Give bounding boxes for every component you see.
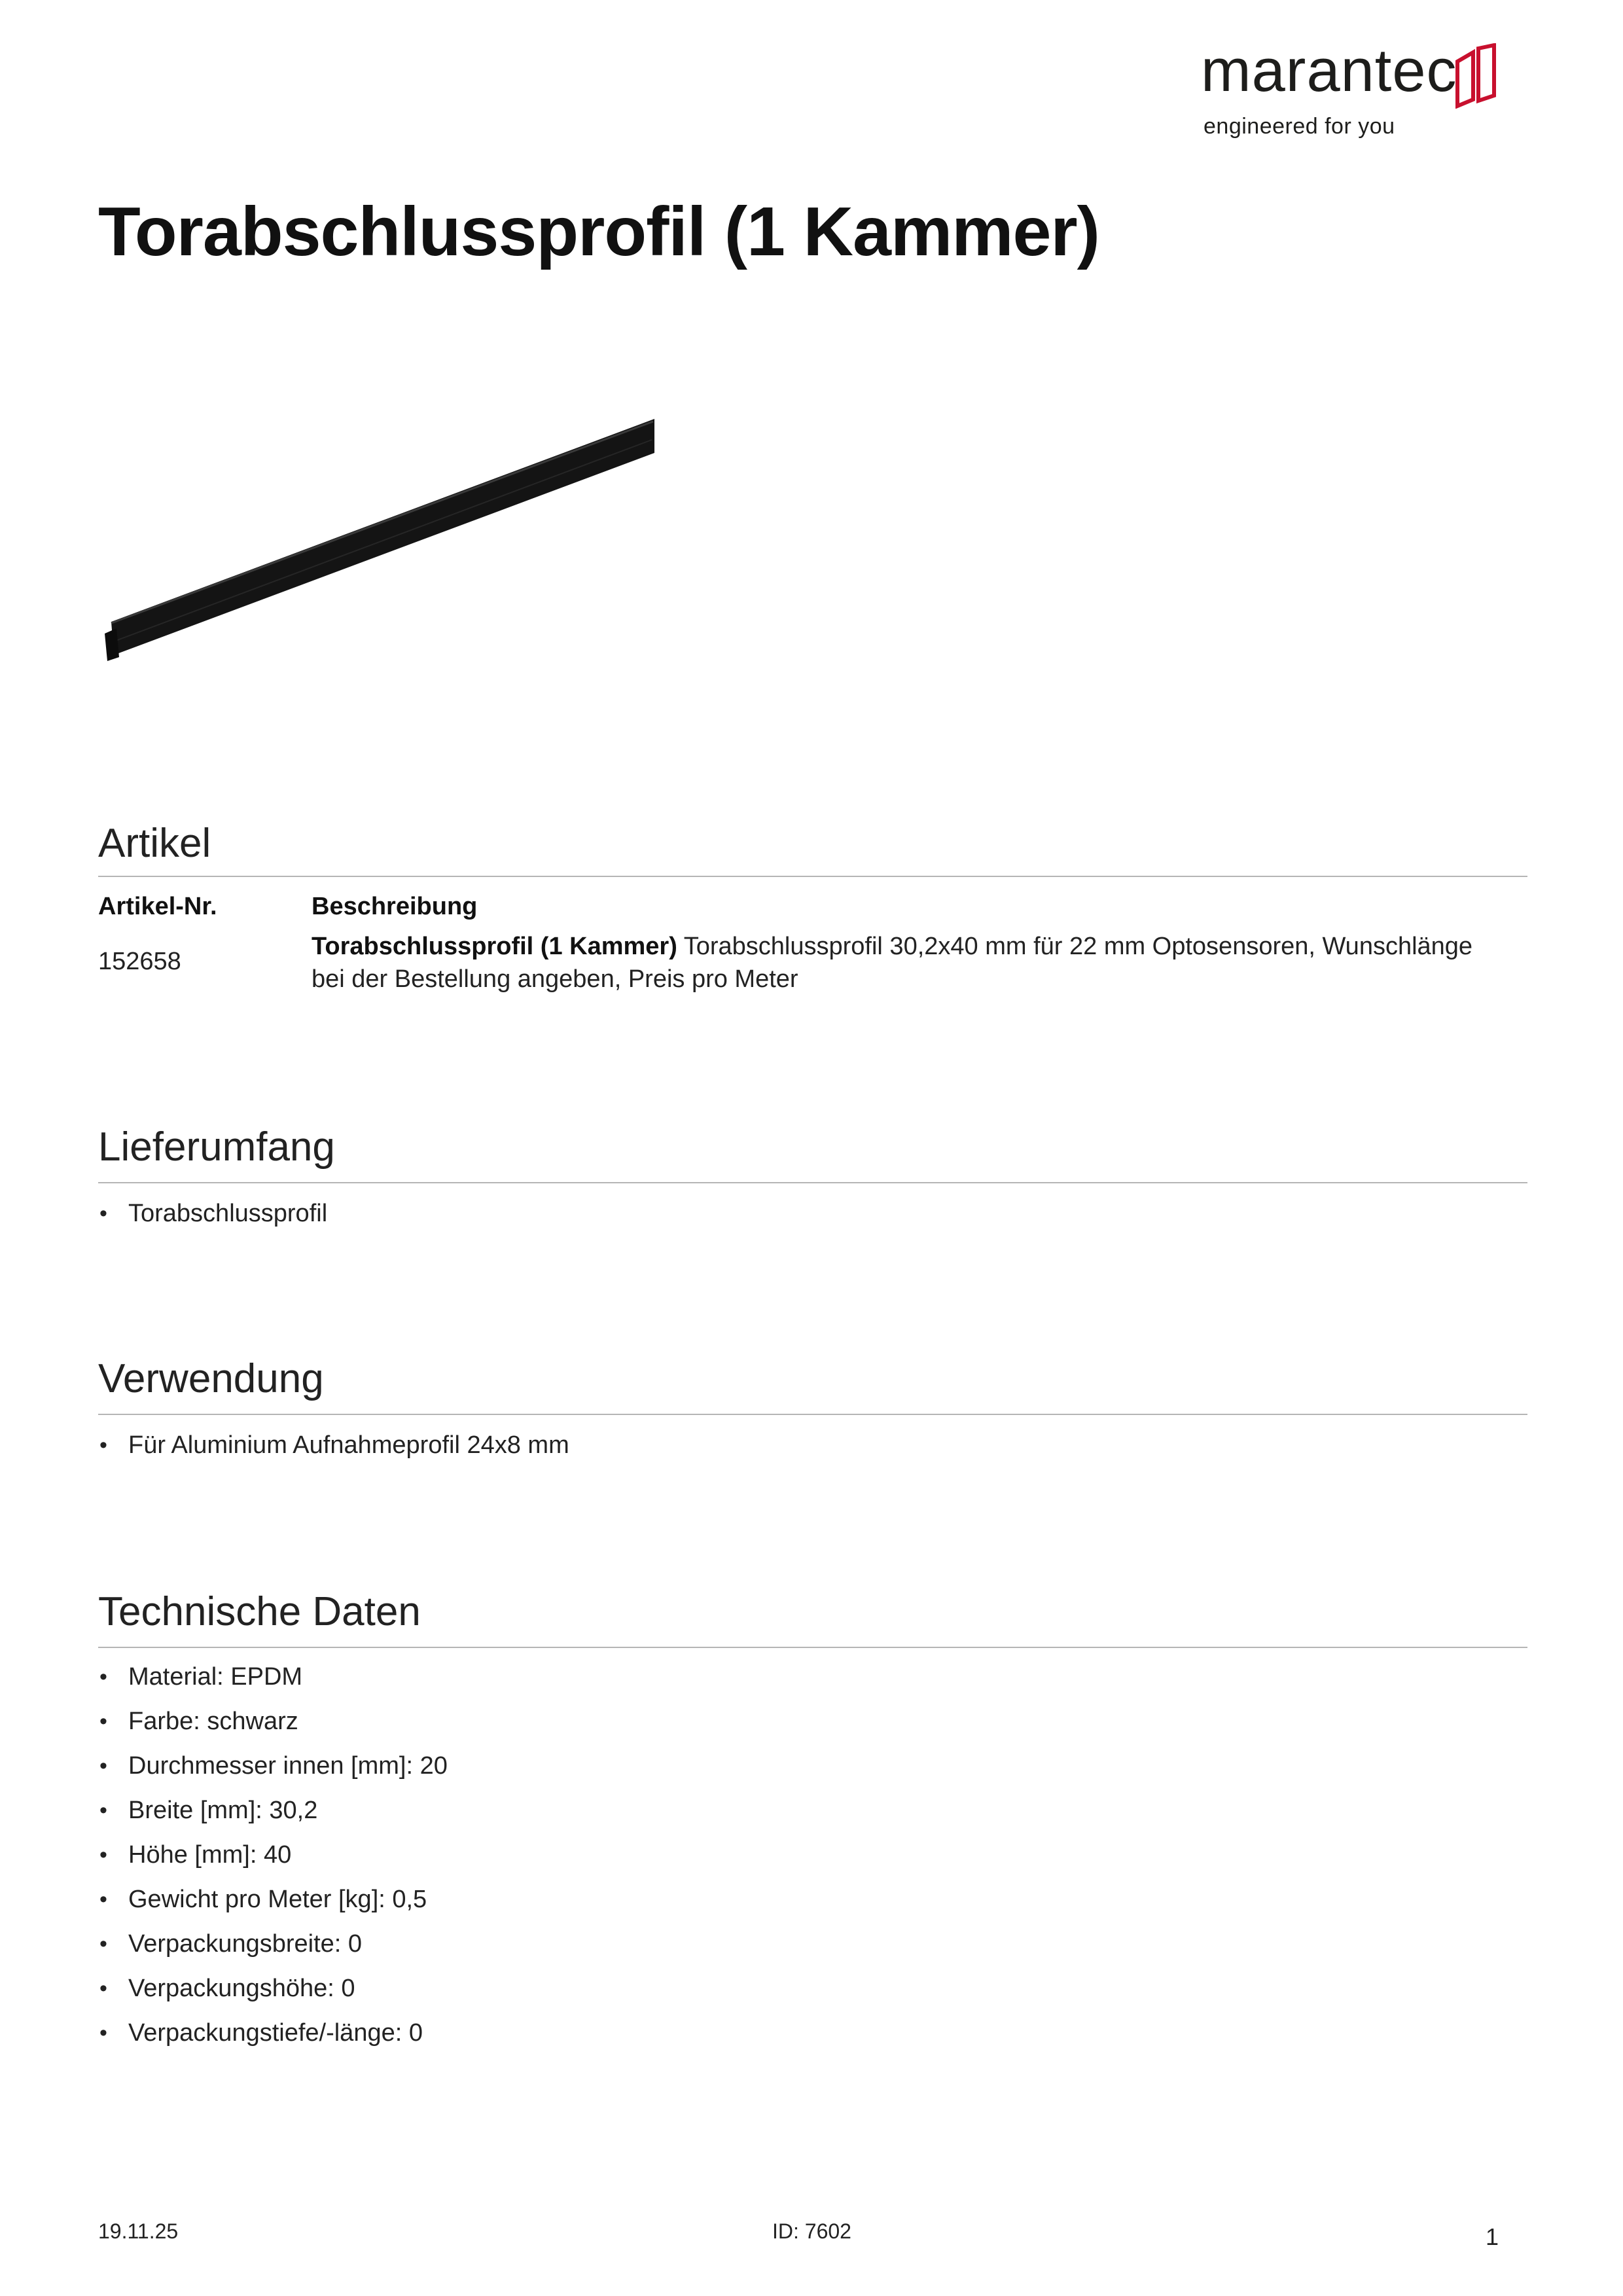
product-profile-image [105,406,668,668]
column-header-beschreibung: Beschreibung [312,893,478,920]
section-heading-technische-daten: Technische Daten [98,1589,421,1634]
section-divider [98,876,1527,877]
list-item: • Durchmesser innen [mm]: 20 [98,1744,448,1788]
section-divider [98,1182,1527,1183]
page-number: 1 [1486,2223,1499,2250]
section-heading-lieferumfang: Lieferumfang [98,1124,335,1170]
list-item: • Torabschlussprofil [98,1191,327,1236]
brand-name: marantec [1201,37,1457,104]
article-description [312,930,1489,996]
article-description-text: Torabschlussprofil 30,2x40 mm für 22 mm Optosensoren, Wunschlänge bei der Bestellung angeben, Preis pro Meter [312,933,1473,993]
article-description-title: Torabschlussprofil (1 Kammer) [312,933,677,960]
list-item: • Höhe [mm]: 40 [98,1833,448,1877]
list-item: • Verpackungsbreite: 0 [98,1922,448,1966]
footer-date: 19.11.25 [98,2219,179,2243]
brand-logo [1201,37,1502,145]
section-heading-verwendung: Verwendung [98,1356,324,1401]
list-item: • Verpackungstiefe/-länge: 0 [98,2011,448,2055]
technische-daten-list [98,1655,448,2055]
brand-tagline: engineered for you [1204,114,1395,139]
list-item: • Farbe: schwarz [98,1699,448,1744]
lieferumfang-list [98,1191,327,1236]
marantec-door-icon [1454,43,1499,109]
section-divider [98,1414,1527,1415]
section-divider [98,1647,1527,1648]
list-item: • Verpackungshöhe: 0 [98,1966,448,2011]
footer-id: ID: 7602 [772,2219,851,2243]
list-item: • Gewicht pro Meter [kg]: 0,5 [98,1877,448,1922]
page-title: Torabschlussprofil (1 Kammer) [98,193,1099,270]
section-heading-artikel: Artikel [98,821,211,866]
list-item: • Für Aluminium Aufnahmeprofil 24x8 mm [98,1423,569,1467]
list-item: • Breite [mm]: 30,2 [98,1788,448,1833]
column-header-artikel-nr: Artikel-Nr. [98,893,217,920]
verwendung-list [98,1423,569,1467]
article-number: 152658 [98,948,181,975]
list-item: • Material: EPDM [98,1655,448,1699]
